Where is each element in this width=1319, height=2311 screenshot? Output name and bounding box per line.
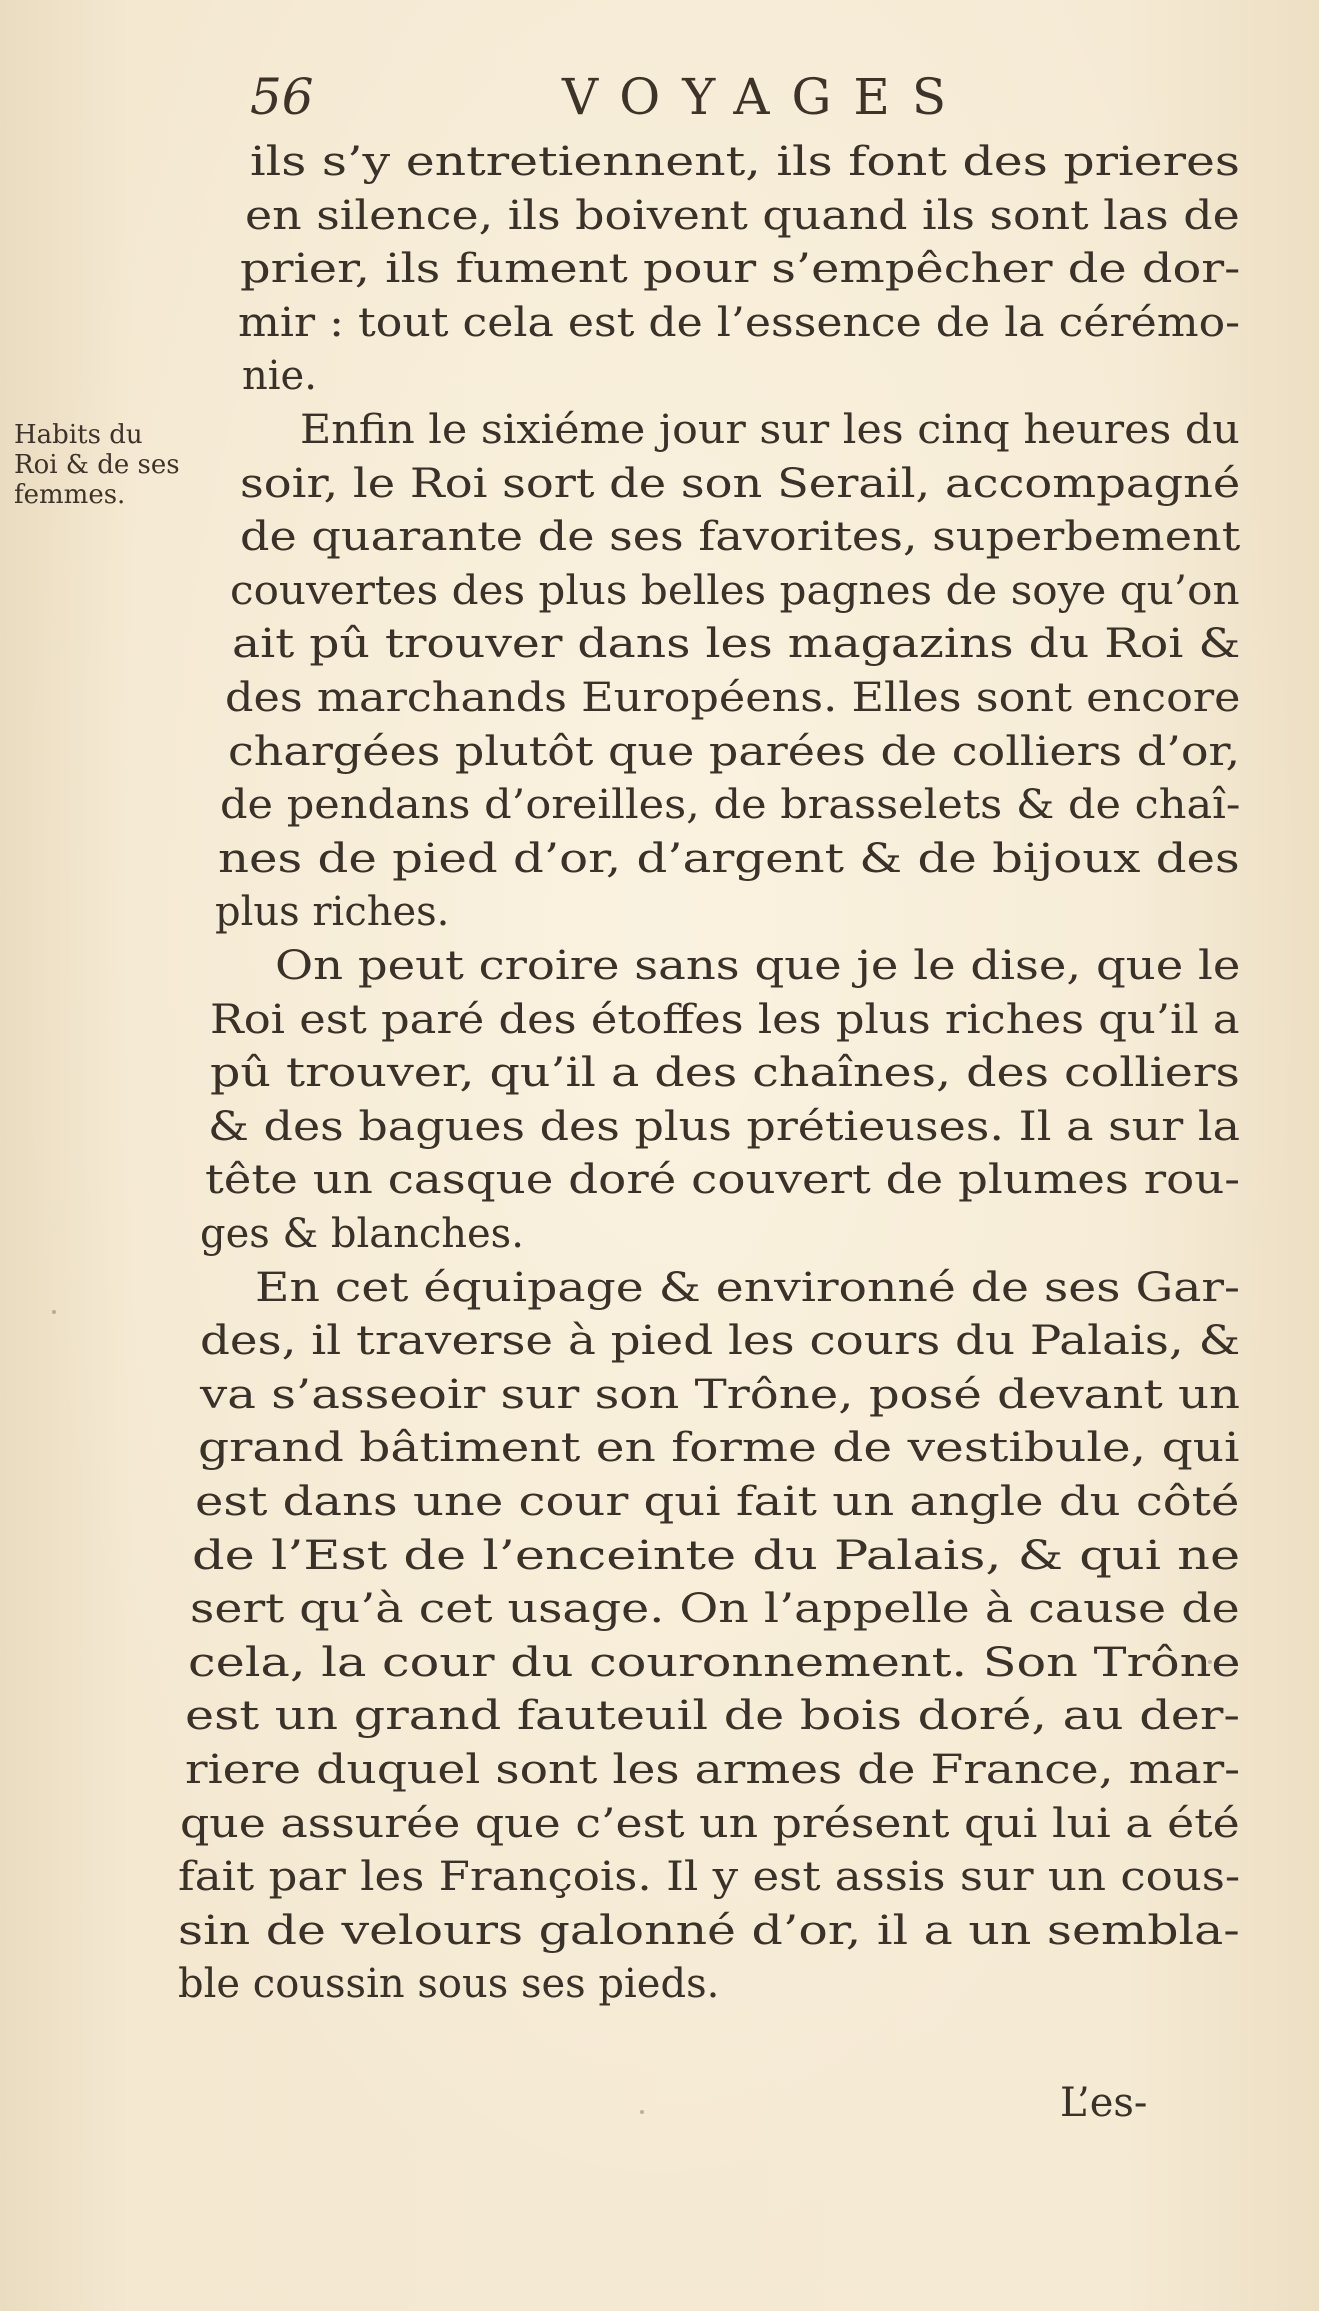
- text-line: couvertes des plus belles pagnes de soye qu’on: [230, 567, 1240, 614]
- running-title: VOYAGES: [562, 68, 969, 126]
- text-line: des marchands Européens. Elles sont encore: [225, 675, 1241, 721]
- text-line: sin de velours galonné d’or, il a un sembla-: [178, 1907, 1240, 1954]
- text-line: est dans une cour qui fait un angle du côté: [195, 1479, 1240, 1525]
- text-line: cela, la cour du couronnement. Son Trône: [188, 1639, 1241, 1686]
- text-line: riere duquel sont les armes de France, mar-: [185, 1747, 1241, 1793]
- text-line: ble coussin sous ses pieds.: [178, 1961, 720, 2008]
- text-line: de l’Est de l’enceinte du Palais, & qui ne: [192, 1532, 1241, 1579]
- margin-note-line: Roi & de ses: [14, 450, 180, 480]
- text-line: chargées plutôt que parées de colliers d’or,: [228, 728, 1241, 775]
- text-line: sert qu’à cet usage. On l’appelle à cause de: [190, 1586, 1240, 1633]
- text-line: nie.: [242, 353, 317, 400]
- text-line: fait par les François. Il y est assis sur un cous-: [178, 1854, 1241, 1901]
- text-line: ils s’y entretiennent, ils font des prieres: [250, 139, 1240, 185]
- text-line: ges & blanches.: [200, 1211, 524, 1257]
- catchword: L’es-: [1060, 2080, 1148, 2126]
- paper-speck: [1208, 1660, 1212, 1664]
- text-line: tête un casque doré couvert de plumes rou-: [205, 1157, 1241, 1204]
- text-line: nes de pied d’or, d’argent & de bijoux des: [218, 835, 1240, 882]
- text-line: Enfin le sixiéme jour sur les cinq heures du: [300, 407, 1240, 453]
- text-line: prier, ils fument pour s’empêcher de dor-: [240, 246, 1241, 293]
- text-line: pû trouver, qu’il a des chaînes, des colliers: [210, 1050, 1240, 1097]
- text-line: des, il traverse à pied les cours du Palais, &: [200, 1318, 1241, 1365]
- text-line: En cet équipage & environné de ses Gar-: [255, 1264, 1240, 1311]
- margin-note-line: femmes.: [14, 480, 126, 510]
- text-line: de quarante de ses favorites, superbement: [240, 514, 1241, 561]
- paper-speck: [52, 1310, 56, 1314]
- text-line: grand bâtiment en forme de vestibule, qui: [198, 1425, 1240, 1472]
- text-line: mir : tout cela est de l’essence de la cérémo-: [238, 299, 1241, 346]
- text-line: va s’asseoir sur son Trône, posé devant un: [200, 1371, 1241, 1418]
- text-line: de pendans d’oreilles, de brasselets & de chaî-: [220, 782, 1241, 829]
- text-line: On peut croire sans que je le dise, que le: [275, 943, 1241, 989]
- text-line: plus riches.: [215, 889, 450, 936]
- text-line: soir, le Roi sort de son Serail, accompagné: [240, 460, 1241, 507]
- margin-note: [14, 420, 224, 510]
- text-line: est un grand fauteuil de bois doré, au der-: [185, 1693, 1240, 1740]
- text-line: que assurée que c’est un présent qui lui a été: [180, 1800, 1240, 1847]
- page-number: 56: [250, 68, 314, 126]
- text-line: ait pû trouver dans les magazins du Roi &: [232, 621, 1241, 668]
- text-line: & des bagues des plus prétieuses. Il a sur la: [208, 1103, 1240, 1150]
- paper-speck: [640, 2110, 644, 2114]
- text-line: en silence, ils boivent quand ils sont las de: [245, 192, 1240, 239]
- margin-note-line: Habits du: [14, 420, 143, 450]
- page-header: [250, 68, 1010, 128]
- text-line: Roi est paré des étoffes les plus riches qu’il a: [210, 996, 1240, 1043]
